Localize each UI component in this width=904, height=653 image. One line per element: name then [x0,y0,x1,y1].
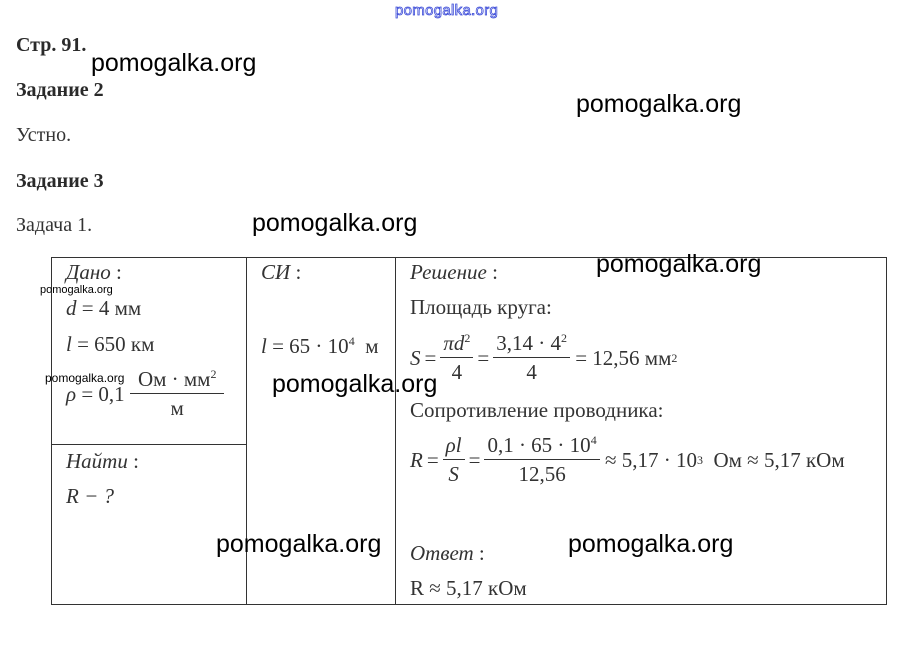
task2-title: Задание 2 [16,79,104,101]
given-header: Дано : [66,260,122,284]
given-find-divider [51,444,247,445]
given-rho: ρ = 0,1 $\frac{Ом \cdot мм^2}{м}$ [66,368,224,420]
si-l: $l = 65 \cdot 10^4$ м [261,334,379,358]
area-fraction-1: $\frac{\pi d^2}{4}$ [440,332,473,384]
table-bottom-border [51,604,887,605]
watermark-top: pomogalka.org [395,2,499,19]
watermark: pomogalka.org [252,209,418,237]
watermark-small: pomogalka.org [45,371,125,385]
answer-value: R ≈ 5,17 кОм [410,576,527,600]
resistance-fraction-1: $\frac{\rho l}{S}$ [443,434,465,486]
solution-header: Решение : [410,260,498,284]
resistance-formula: R = $\frac{\rho l}{S}$ = $\frac{0,1 \cdot 65 \cdot 10^4}{12,56}$ ≈ 5,17 · 10 3 Ом ≈ 5,17 кОм [410,433,845,487]
watermark: pomogalka.org [272,370,438,398]
watermark: pomogalka.org [568,530,734,558]
table-divider-2 [395,257,396,605]
given-l: l = 650 км [66,332,155,356]
rho-unit-fraction: $\frac{Ом \cdot мм^2}{м}$ [130,368,225,420]
page-number: Стр. 91. [16,34,87,56]
problem-label: Задача 1. [16,214,93,236]
table-top-border [51,257,887,258]
resistance-fraction-2: $\frac{0,1 \cdot 65 \cdot 10^4}{12,56}$ [484,434,599,486]
area-label: Площадь круга: [410,295,552,319]
find-header: Найти : [66,449,139,473]
si-header: СИ : [261,260,302,284]
task2-text: Устно. [16,124,72,146]
given-d: d = 4 мм [66,296,142,320]
answer-header: Ответ : [410,541,485,565]
area-fraction-2: $\frac{3,14 \cdot 4^2}{4}$ [493,332,570,384]
watermark: pomogalka.org [216,530,382,558]
find-r: R − ? [66,484,114,508]
table-right-border [886,257,887,605]
watermark-small: pomogalka.org [40,284,113,296]
table-left-border [51,257,52,605]
area-formula: S = $\frac{\pi d^2}{4}$ = $\frac{3,14 \cdot 4^2}{4}$ = 12,56 мм 2 [410,331,678,385]
watermark: pomogalka.org [576,90,742,118]
watermark: pomogalka.org [596,250,762,278]
resistance-label: Сопротивление проводника: [410,398,664,422]
task3-title: Задание 3 [16,170,104,192]
watermark: pomogalka.org [91,49,257,77]
